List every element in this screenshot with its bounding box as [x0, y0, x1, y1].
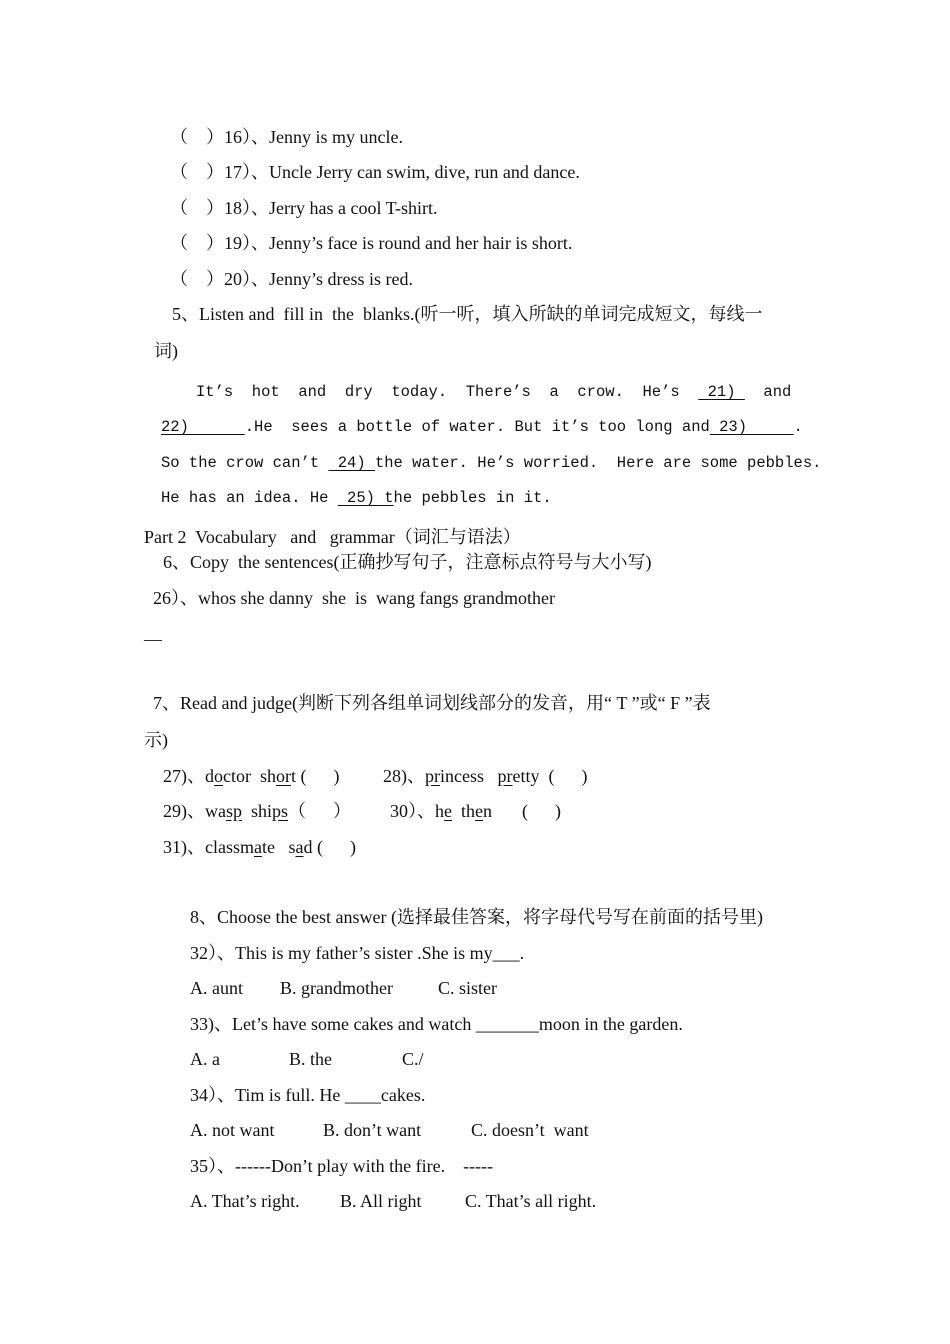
question-28 [383, 765, 588, 787]
underlined-part: a [295, 837, 304, 857]
word-part: incess [440, 766, 498, 786]
underlined-part: pr [497, 766, 513, 786]
judge-text: 17）、Uncle Jerry can swim, dive, run and dance. [224, 162, 580, 182]
q-num: 30）、 [390, 801, 435, 821]
answer-paren[interactable]: ( ) [522, 801, 562, 821]
option-b[interactable]: B. All right [340, 1191, 422, 1211]
passage-text: .He sees a bottle of water. But it’s too long and [244, 418, 710, 436]
option-c[interactable]: C. doesn’t want [471, 1120, 589, 1140]
blank-25[interactable]: 25) t [337, 489, 394, 507]
word-part: etty [512, 766, 540, 786]
word-part: n [483, 801, 493, 821]
options-35 [190, 1190, 596, 1212]
options-33 [190, 1048, 424, 1070]
word-part: te s [262, 837, 296, 857]
q-num: 29)、 [163, 801, 205, 821]
judge-item-16 [170, 126, 403, 148]
section-5-title-cont: 词) [154, 341, 178, 361]
underlined-part: o [214, 766, 223, 786]
option-c[interactable]: C./ [402, 1049, 424, 1069]
judge-text: 19）、Jenny’s face is round and her hair is short. [224, 233, 573, 253]
options-32 [190, 977, 497, 999]
word-part: wa [205, 801, 226, 821]
blank-24[interactable]: 24) [328, 454, 375, 472]
passage-text: he pebbles in it. [393, 489, 552, 507]
question-35: 35）、------Don’t play with the fire. ----- [190, 1156, 494, 1176]
answer-paren[interactable]: （ ） [170, 162, 224, 182]
underlined-part: sp [226, 801, 243, 821]
passage-text: So the crow can’t [161, 454, 329, 472]
option-b[interactable]: B. grandmother [280, 978, 393, 998]
question-30 [390, 800, 561, 822]
option-b[interactable]: B. don’t want [323, 1120, 422, 1140]
section-6-title: 6、Copy the sentences(正确抄写句子，注意标点符号与大小写) [163, 552, 652, 572]
word-part: th [452, 801, 476, 821]
option-a[interactable]: A. aunt [190, 978, 243, 998]
question-31 [163, 836, 356, 858]
q-num: 31)、 [163, 837, 205, 857]
blank-21[interactable]: 21) [698, 383, 745, 401]
passage-text: It’s hot and dry today. There’s a crow. He’s [196, 383, 680, 401]
word-part: d [205, 766, 214, 786]
answer-paren[interactable]: ( ) [296, 766, 340, 786]
underlined-part: e [444, 801, 452, 821]
answer-paren[interactable]: ( ) [539, 766, 588, 786]
judge-text: 16）、Jenny is my uncle. [224, 127, 403, 147]
section-5-title: 5、Listen and fill in the blanks.(听一听，填入所缺的单词完成短文，每线一 [172, 304, 763, 324]
passage-text: and [763, 383, 792, 401]
passage-text: the water. He’s worried. Here are some pebbles. [374, 454, 822, 472]
question-29 [163, 800, 351, 822]
blank-23[interactable]: 23) [709, 418, 794, 436]
passage-line-3 [161, 452, 821, 474]
option-a[interactable]: A. That’s right. [190, 1191, 300, 1211]
word-part: h [435, 801, 444, 821]
answer-paren[interactable]: ( ) [312, 837, 356, 857]
underlined-part: pr [425, 766, 440, 786]
underlined-part: or [276, 766, 291, 786]
judge-item-17 [170, 161, 580, 183]
word-part: shi [242, 801, 273, 821]
passage-line-4 [161, 487, 552, 509]
passage-text: . [793, 418, 803, 436]
underlined-part: e [475, 801, 484, 821]
answer-paren[interactable]: （ ） [170, 233, 224, 253]
question-34: 34）、Tim is full. He ____cakes. [190, 1085, 426, 1105]
judge-item-18 [170, 197, 437, 219]
options-34 [190, 1119, 589, 1141]
option-b[interactable]: B. the [289, 1049, 332, 1069]
passage-text: He has an idea. He [161, 489, 338, 507]
section-8-title: 8、Choose the best answer (选择最佳答案，将字母代号写在前面的括号里) [190, 907, 763, 927]
section-7-title-cont: 示) [144, 730, 168, 750]
option-a[interactable]: A. not want [190, 1120, 275, 1140]
underlined-part: a [254, 837, 262, 857]
answer-paren[interactable]: （ ） [170, 269, 224, 289]
underlined-part: ps [272, 801, 289, 821]
part-2-heading: Part 2 Vocabulary and grammar（词汇与语法） [144, 527, 521, 547]
blank-22[interactable]: 22) [161, 418, 245, 436]
question-27 [163, 765, 340, 787]
question-26: 26）、whos she danny she is wang fangs grandmother [153, 588, 555, 608]
word-part: d [303, 837, 313, 857]
judge-item-19 [170, 232, 572, 254]
answer-paren[interactable]: （ ） [288, 801, 352, 821]
answer-paren[interactable]: （ ） [170, 198, 224, 218]
passage-line-2 [161, 416, 803, 438]
option-c[interactable]: C. That’s all right. [465, 1191, 597, 1211]
answer-paren[interactable]: （ ） [170, 127, 224, 147]
option-a[interactable]: A. a [190, 1049, 220, 1069]
question-33: 33)、Let’s have some cakes and watch _______moon in the garden. [190, 1014, 683, 1034]
word-part: t [291, 766, 297, 786]
section-7-title: 7、Read and judge(判断下列各组单词划线部分的发音，用“ T ”或“ F ”表 [153, 693, 711, 713]
q-num: 28)、 [383, 766, 425, 786]
option-c[interactable]: C. sister [438, 978, 498, 998]
judge-item-20 [170, 268, 413, 290]
judge-text: 20）、Jenny’s dress is red. [224, 269, 413, 289]
q-num: 27)、 [163, 766, 205, 786]
judge-text: 18）、Jerry has a cool T-shirt. [224, 198, 438, 218]
answer-line-26[interactable]: — [144, 629, 162, 649]
word-part: ctor sh [223, 766, 276, 786]
passage-line-1 [196, 381, 791, 403]
word-part: classm [205, 837, 254, 857]
question-32: 32）、This is my father’s sister .She is my___. [190, 943, 525, 963]
